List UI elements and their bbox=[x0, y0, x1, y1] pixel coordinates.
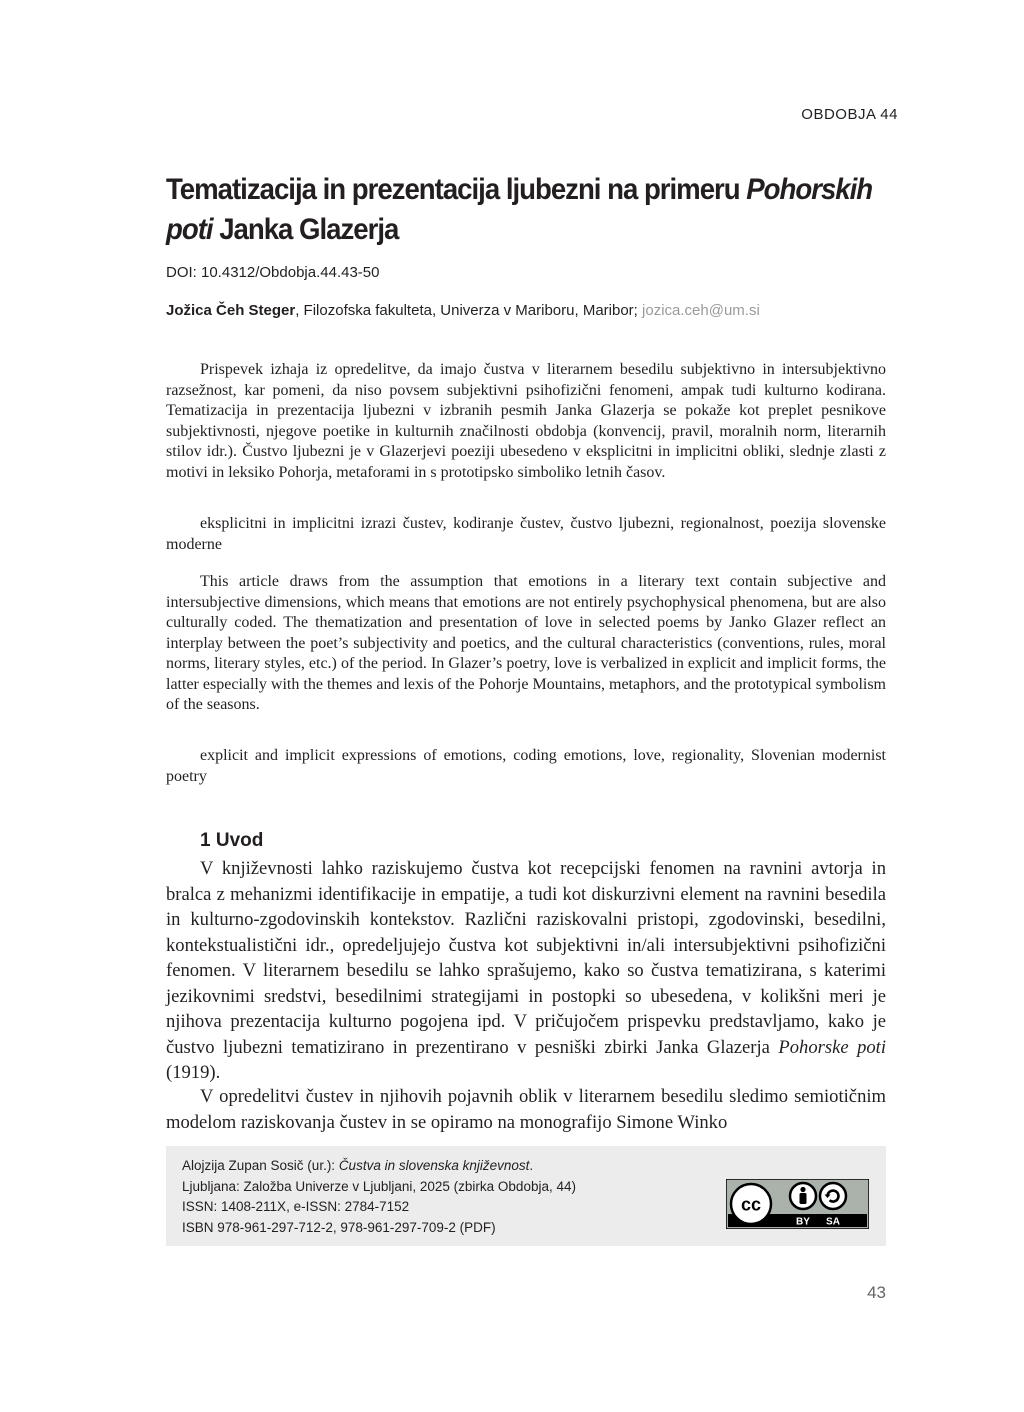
by-label: BY bbox=[796, 1216, 810, 1228]
isbn-line: ISBN 978-961-297-712-2, 978-961-297-709-2 (PDF) bbox=[182, 1219, 496, 1235]
publisher-line: Ljubljana: Založba Univerze v Ljubljani, 2025 (zbirka Obdobja, 44) bbox=[182, 1178, 576, 1194]
para1-italic-title: Pohorske poti bbox=[778, 1036, 886, 1058]
body-paragraph-1 bbox=[166, 856, 886, 1086]
author-affiliation: , Filozofska fakulteta, Univerza v Mariboru, Maribor; bbox=[295, 302, 643, 319]
sa-label: SA bbox=[826, 1216, 840, 1228]
publication-editor-line: Alojzija Zupan Sosič (ur.): Čustva in slovenska književnost. bbox=[182, 1158, 534, 1173]
page-number: 43 bbox=[867, 1283, 886, 1302]
book-title: Čustva in slovenska književnost bbox=[338, 1158, 530, 1173]
abstract-slovenian: Prispevek izhaja iz opredelitve, da imajo čustva v literarnem besedilu subjektivno in intersubjektivno razsežnost, kar pomeni, da niso povsem subjektivni psihofizični fenomeni, ampak tudi kulturno kodirana. Tematizacija in prezentacija ljubezni v izbranih pesmih Janka Glazerja se pokaže kot preplet pesnikove subjektivnosti, njegove poetike in kulturnih značilnosti obdobja (konvencij, pravil, moralnih norm, literarnih stilov idr.). Čustvo ljubezni je v Glazerjevi poeziji ubesedeno v eksplicitni in implicitni obliki, slednje zlasti z motivi in leksiko Pohorja, metaforami in s prototipsko simboliko letnih časov. bbox=[166, 361, 886, 481]
keywords-english: explicit and implicit expressions of emotions, coding emotions, love, regionality, Slovenian modernist poetry bbox=[166, 747, 886, 785]
para1-text: V književnosti lahko raziskujemo čustva kot recepcijski fenomen na ravnini avtorja in bralca z mehanizmi identifikacije in empatije, a tudi kot diskurzivni element na ravnini besedila in kulturno-zgodovinskih kontekstov. Različni raziskovalni pristopi, zgodovinski, besedilni, kontekstualistični idr., opredeljujejo čustva kot subjektivni in/ali intersubjektivni psihofizični fenomen. V literarnem besedilu se lahko sprašujemo, kako so čustva tematizirana, s katerimi jezikovnimi sredstvi, besedilnimi strategijami in postopki so ubesedena, v kolikšni meri je njihova prezentacija kulturno pogojena ipd. V pričujočem prispevku predstavljamo, kako je čustvo ljubezni tematizirano in prezentirano v pesniški zbirki Janka Glazerja bbox=[166, 858, 886, 1058]
title-part-1: Tematizacija in prezentacija ljubezni na primeru bbox=[166, 173, 747, 206]
author-name: Jožica Čeh Steger bbox=[166, 302, 296, 319]
abstract-english: This article draws from the assumption that emotions in a literary text contain subjective and intersubjective dimensions, which means that emotions are not entirely psychophysical phenomena, but are also culturally coded. The thematization and presentation of love in selected poems by Janko Glazer reflect an interplay between the poet’s subjectivity and poetics, and the cultural characteristics (conventions, rules, moral norms, literary styles, etc.) of the period. In Glazer’s poetry, love is verbalized in explicit and implicit forms, the latter especially with the themes and lexis of the Pohorje Mountains, metaphors, and the prototypical symbolism of the seasons. bbox=[166, 573, 886, 713]
title-part-2: Janka Glazerja bbox=[212, 213, 399, 246]
issn-line: ISSN: 1408-211X, e-ISSN: 2784-7152 bbox=[182, 1199, 410, 1214]
running-head: OBDOBJA 44 bbox=[801, 106, 898, 123]
author-line bbox=[166, 302, 760, 319]
article-title bbox=[166, 170, 893, 250]
keywords-slovenian: eksplicitni in implicitni izrazi čustev, kodiranje čustev, čustvo ljubezni, regionalnost, poezija slovenske moderne bbox=[166, 515, 886, 553]
title-italic: Pohorskih poti bbox=[166, 173, 873, 246]
section-heading: 1 Uvod bbox=[200, 830, 264, 851]
doi: DOI: 10.4312/Obdobja.44.43-50 bbox=[166, 264, 380, 281]
editor: Alojzija Zupan Sosič (ur.): bbox=[182, 1158, 339, 1173]
publication-info-box bbox=[166, 1146, 886, 1246]
body-paragraph-2: V opredelitvi čustev in njihovih pojavnih oblik v literarnem besedilu sledimo semiotičnim modelom raziskovanja čustev in se opiramo na monografijo Simone Winko bbox=[166, 1086, 886, 1133]
share-alike-icon bbox=[820, 1183, 846, 1209]
cc-by-sa-license-icon bbox=[726, 1179, 869, 1229]
para1-year: (1919). bbox=[166, 1062, 221, 1083]
publication-info bbox=[182, 1156, 576, 1238]
author-email[interactable]: jozica.ceh@um.si bbox=[642, 302, 760, 319]
cc-label: cc bbox=[740, 1194, 762, 1215]
